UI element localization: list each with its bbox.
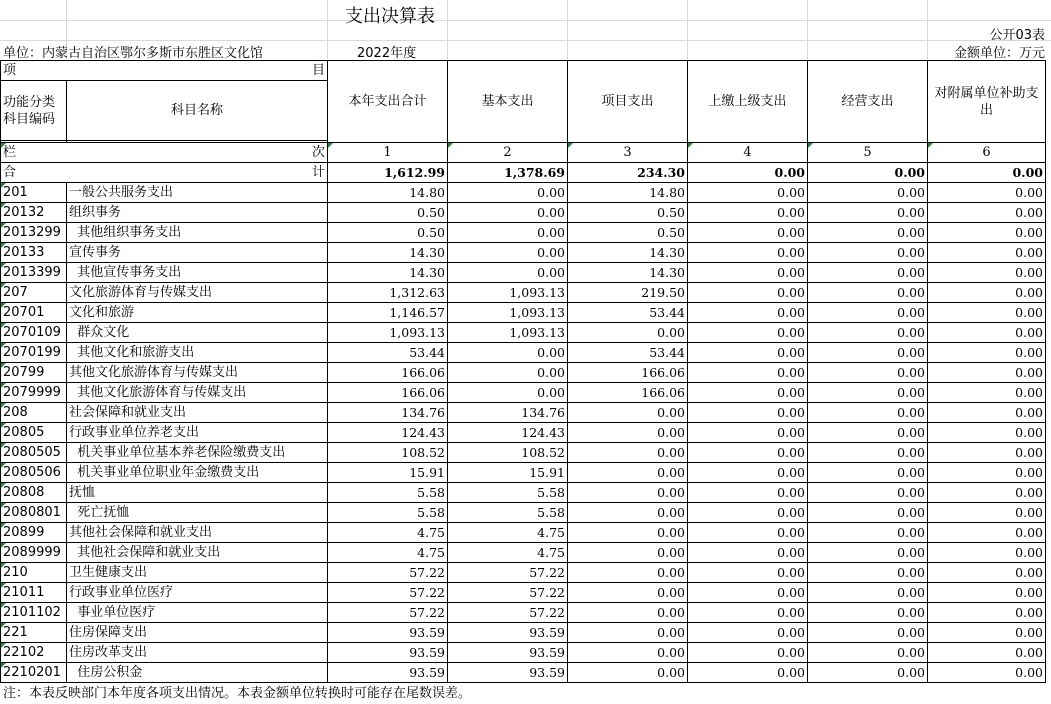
amount-cell[interactable]: 0.00 (688, 623, 808, 643)
amount-cell[interactable]: 0.00 (808, 603, 928, 623)
amount-cell[interactable]: 57.22 (448, 563, 568, 583)
amount-cell[interactable]: 0.00 (688, 483, 808, 503)
subject-code-cell[interactable]: 2013399 (1, 263, 67, 283)
subject-name-cell[interactable]: 其他社会保障和就业支出 (67, 543, 328, 563)
total-value-cell[interactable]: 234.30 (568, 163, 688, 183)
subject-name-cell[interactable]: 宣传事务 (67, 243, 328, 263)
amount-cell[interactable]: 0.00 (688, 243, 808, 263)
unit-label: 单位：内蒙古自治区鄂尔多斯市东胜区文化馆 (3, 46, 264, 61)
column-number[interactable]: 6 (928, 143, 1046, 163)
amount-cell[interactable]: 57.22 (448, 603, 568, 623)
amount-cell[interactable]: 0.00 (808, 463, 928, 483)
amount-cell[interactable]: 0.00 (568, 523, 688, 543)
total-value-cell[interactable]: 0.00 (688, 163, 808, 183)
amount-cell[interactable]: 14.30 (328, 263, 448, 283)
amount-cell[interactable]: 0.00 (928, 603, 1046, 623)
table-row (1, 483, 1046, 503)
amount-cell[interactable]: 93.59 (448, 663, 568, 683)
table-row (1, 403, 1046, 423)
table-row (1, 203, 1046, 223)
amount-cell[interactable]: 0.00 (928, 663, 1046, 683)
amount-cell[interactable]: 0.00 (928, 303, 1046, 323)
amount-cell[interactable]: 0.50 (568, 203, 688, 223)
total-left-label: 合 (3, 165, 17, 180)
amount-cell[interactable]: 57.22 (328, 583, 448, 603)
subject-code-cell[interactable]: 2089999 (1, 543, 67, 563)
amount-cell[interactable]: 0.00 (448, 243, 568, 263)
table-row (1, 323, 1046, 343)
column-number[interactable]: 1 (328, 143, 448, 163)
amount-cell[interactable]: 14.30 (328, 243, 448, 263)
expenditure-table (0, 60, 1046, 683)
amount-cell[interactable]: 0.00 (688, 443, 808, 463)
subject-name-cell[interactable]: 群众文化 (67, 323, 328, 343)
item-left-label: 项 (3, 63, 17, 78)
amount-cell[interactable]: 0.00 (928, 623, 1046, 643)
amount-cell[interactable]: 0.00 (808, 303, 928, 323)
amount-cell[interactable]: 14.30 (568, 263, 688, 283)
table-row (1, 263, 1046, 283)
amount-cell[interactable]: 0.00 (928, 183, 1046, 203)
table-row (1, 663, 1046, 683)
amount-cell[interactable]: 0.00 (688, 203, 808, 223)
amount-cell[interactable]: 166.06 (328, 363, 448, 383)
amount-cell[interactable]: 0.00 (568, 463, 688, 483)
amount-cell[interactable]: 53.44 (568, 303, 688, 323)
item-right-label: 目 (311, 63, 325, 78)
table-row (1, 563, 1046, 583)
amount-cell[interactable]: 0.50 (328, 223, 448, 243)
amount-cell[interactable]: 0.00 (688, 223, 808, 243)
table-row (1, 503, 1046, 523)
amount-cell[interactable]: 0.00 (928, 563, 1046, 583)
col-header-project[interactable]: 项目支出 (568, 61, 688, 143)
subject-name-cell[interactable]: 其他宣传事务支出 (67, 263, 328, 283)
amount-cell[interactable]: 0.00 (688, 283, 808, 303)
amount-cell[interactable]: 0.00 (688, 523, 808, 543)
table-row (1, 603, 1046, 623)
amount-cell[interactable]: 0.00 (808, 223, 928, 243)
amount-cell[interactable]: 93.59 (328, 663, 448, 683)
amount-cell[interactable]: 0.00 (568, 483, 688, 503)
amount-cell[interactable]: 0.00 (928, 403, 1046, 423)
amount-cell[interactable]: 4.75 (328, 523, 448, 543)
amount-cell[interactable]: 57.22 (448, 583, 568, 603)
subject-code-cell[interactable]: 2070109 (1, 323, 67, 343)
amount-cell[interactable]: 0.00 (808, 483, 928, 503)
amount-cell[interactable]: 0.00 (928, 543, 1046, 563)
amount-cell[interactable]: 0.00 (808, 503, 928, 523)
subject-name-cell[interactable]: 住房改革支出 (67, 643, 328, 663)
subject-code-cell[interactable]: 2013299 (1, 223, 67, 243)
amount-cell[interactable]: 14.80 (328, 183, 448, 203)
amount-cell[interactable]: 0.00 (688, 463, 808, 483)
subject-name-cell[interactable]: 一般公共服务支出 (67, 183, 328, 203)
table-row (1, 623, 1046, 643)
subject-code-cell[interactable]: 2101102 (1, 603, 67, 623)
amount-cell[interactable]: 57.22 (328, 563, 448, 583)
amount-cell[interactable]: 166.06 (328, 383, 448, 403)
table-row (1, 183, 1046, 203)
amount-cell[interactable]: 0.00 (808, 523, 928, 543)
amount-cell[interactable]: 0.00 (448, 383, 568, 403)
column-number[interactable]: 2 (448, 143, 568, 163)
table-row (1, 303, 1046, 323)
subject-name-cell[interactable]: 其他文化和旅游支出 (67, 343, 328, 363)
amount-cell[interactable]: 57.22 (328, 603, 448, 623)
amount-cell[interactable]: 166.06 (568, 363, 688, 383)
amount-cell[interactable]: 0.00 (928, 503, 1046, 523)
table-row (1, 543, 1046, 563)
col-header-total[interactable]: 本年支出合计 (328, 61, 448, 143)
subject-code-cell[interactable]: 207 (1, 283, 67, 303)
subject-name-cell[interactable]: 其他社会保障和就业支出 (67, 523, 328, 543)
amount-cell[interactable]: 0.00 (928, 423, 1046, 443)
amount-cell[interactable]: 0.00 (808, 623, 928, 643)
amount-cell[interactable]: 0.00 (568, 583, 688, 603)
amount-cell[interactable]: 0.00 (448, 203, 568, 223)
subject-name-cell[interactable]: 死亡抚恤 (67, 503, 328, 523)
amount-cell[interactable]: 5.58 (328, 503, 448, 523)
amount-cell[interactable]: 14.80 (568, 183, 688, 203)
subject-name-cell[interactable]: 机关事业单位职业年金缴费支出 (67, 463, 328, 483)
table-row (1, 523, 1046, 543)
subject-code-cell[interactable]: 21011 (1, 583, 67, 603)
amount-cell[interactable]: 108.52 (328, 443, 448, 463)
subject-code-cell[interactable]: 221 (1, 623, 67, 643)
subject-name-cell[interactable]: 卫生健康支出 (67, 563, 328, 583)
subject-name-cell[interactable]: 其他文化旅游体育与传媒支出 (67, 383, 328, 403)
amount-cell[interactable]: 0.00 (688, 183, 808, 203)
subject-name-cell[interactable]: 其他文化旅游体育与传媒支出 (67, 363, 328, 383)
subject-name-cell[interactable]: 文化旅游体育与传媒支出 (67, 283, 328, 303)
amount-cell[interactable]: 0.00 (808, 663, 928, 683)
amount-cell[interactable]: 0.00 (568, 563, 688, 583)
table-row (1, 343, 1046, 363)
code-header-cell[interactable]: 功能分类科目编码 (1, 81, 67, 141)
subject-code-cell[interactable]: 20799 (1, 363, 67, 383)
amount-cell[interactable]: 0.00 (688, 543, 808, 563)
amount-cell[interactable]: 0.00 (808, 383, 928, 403)
amount-cell[interactable]: 0.00 (928, 643, 1046, 663)
amount-cell[interactable]: 0.00 (688, 303, 808, 323)
col-header-remit-upper[interactable]: 上缴上级支出 (688, 61, 808, 143)
amount-cell[interactable]: 0.00 (808, 183, 928, 203)
table-row (1, 243, 1046, 263)
table-row (1, 283, 1046, 303)
amount-cell[interactable]: 0.00 (688, 263, 808, 283)
table-row (1, 363, 1046, 383)
subject-code-cell[interactable]: 210 (1, 563, 67, 583)
amount-cell[interactable]: 14.30 (568, 243, 688, 263)
table-row (1, 643, 1046, 663)
amount-cell[interactable]: 15.91 (448, 463, 568, 483)
total-value-cell[interactable]: 1,378.69 (448, 163, 568, 183)
amount-cell[interactable]: 53.44 (328, 343, 448, 363)
form-code: 公开03表 (989, 28, 1045, 43)
amount-cell[interactable]: 0.00 (688, 663, 808, 683)
amount-cell[interactable]: 0.00 (568, 543, 688, 563)
column-number-row (1, 143, 1046, 163)
amount-cell[interactable]: 166.06 (568, 383, 688, 403)
page-title: 支出决算表 (345, 6, 435, 27)
amount-cell[interactable]: 0.00 (568, 643, 688, 663)
amount-cell[interactable]: 0.00 (928, 443, 1046, 463)
amount-cell[interactable]: 0.00 (928, 323, 1046, 343)
column-number[interactable]: 5 (808, 143, 928, 163)
amount-cell[interactable]: 0.50 (328, 203, 448, 223)
subject-name-cell[interactable]: 社会保障和就业支出 (67, 403, 328, 423)
table-row (1, 583, 1046, 603)
amount-cell[interactable]: 0.00 (808, 343, 928, 363)
amount-cell[interactable]: 4.75 (448, 543, 568, 563)
amount-cell[interactable]: 0.00 (808, 203, 928, 223)
subject-name-cell[interactable]: 行政事业单位医疗 (67, 583, 328, 603)
subject-code-cell[interactable]: 2210201 (1, 663, 67, 683)
amount-cell[interactable]: 0.00 (808, 543, 928, 563)
amount-cell[interactable]: 5.58 (448, 503, 568, 523)
subject-name-cell[interactable]: 住房保障支出 (67, 623, 328, 643)
header-row-item (1, 61, 1046, 81)
amount-cell[interactable]: 0.00 (688, 363, 808, 383)
amount-cell[interactable]: 0.00 (808, 243, 928, 263)
table-row (1, 443, 1046, 463)
amount-cell[interactable]: 1,093.13 (448, 303, 568, 323)
amount-cell[interactable]: 1,312.63 (328, 283, 448, 303)
amount-cell[interactable]: 219.50 (568, 283, 688, 303)
amount-cell[interactable]: 0.00 (448, 183, 568, 203)
amount-unit: 金额单位：万元 (953, 46, 1045, 61)
amount-cell[interactable]: 4.75 (448, 523, 568, 543)
amount-cell[interactable]: 0.00 (928, 523, 1046, 543)
amount-cell[interactable]: 0.50 (568, 223, 688, 243)
amount-cell[interactable]: 93.59 (448, 643, 568, 663)
amount-cell[interactable]: 0.00 (928, 223, 1046, 243)
subject-code-cell[interactable]: 2080505 (1, 443, 67, 463)
name-header-cell[interactable]: 科目名称 (67, 81, 328, 141)
subject-code-cell[interactable]: 2070199 (1, 343, 67, 363)
amount-cell[interactable]: 0.00 (688, 603, 808, 623)
total-value-cell[interactable]: 1,612.99 (328, 163, 448, 183)
subject-code-cell[interactable]: 20808 (1, 483, 67, 503)
amount-cell[interactable]: 0.00 (928, 583, 1046, 603)
table-row (1, 383, 1046, 403)
subject-code-cell[interactable]: 2080801 (1, 503, 67, 523)
amount-cell[interactable]: 0.00 (688, 583, 808, 603)
amount-cell[interactable]: 93.59 (328, 623, 448, 643)
col-header-basic[interactable]: 基本支出 (448, 61, 568, 143)
amount-cell[interactable]: 0.00 (568, 423, 688, 443)
subject-code-cell[interactable]: 20133 (1, 243, 67, 263)
amount-cell[interactable]: 124.43 (328, 423, 448, 443)
column-number[interactable]: 3 (568, 143, 688, 163)
amount-cell[interactable]: 0.00 (448, 363, 568, 383)
amount-cell[interactable]: 0.00 (568, 603, 688, 623)
amount-cell[interactable]: 0.00 (568, 663, 688, 683)
amount-cell[interactable]: 93.59 (328, 643, 448, 663)
amount-cell[interactable]: 108.52 (448, 443, 568, 463)
subject-code-cell[interactable]: 20132 (1, 203, 67, 223)
amount-cell[interactable]: 0.00 (928, 283, 1046, 303)
subject-name-cell[interactable]: 住房公积金 (67, 663, 328, 683)
subject-code-cell[interactable]: 22102 (1, 643, 67, 663)
amount-cell[interactable]: 4.75 (328, 543, 448, 563)
amount-cell[interactable]: 5.58 (448, 483, 568, 503)
amount-cell[interactable]: 0.00 (808, 363, 928, 383)
amount-cell[interactable]: 0.00 (928, 243, 1046, 263)
amount-cell[interactable]: 0.00 (688, 503, 808, 523)
subject-name-cell[interactable]: 行政事业单位养老支出 (67, 423, 328, 443)
subject-name-cell[interactable]: 机关事业单位基本养老保险缴费支出 (67, 443, 328, 463)
amount-cell[interactable]: 0.00 (688, 423, 808, 443)
lan-ci-cell[interactable] (1, 143, 328, 163)
subject-name-cell[interactable]: 其他组织事务支出 (67, 223, 328, 243)
amount-cell[interactable]: 93.59 (448, 623, 568, 643)
amount-cell[interactable]: 0.00 (808, 283, 928, 303)
amount-cell[interactable]: 0.00 (808, 563, 928, 583)
subject-name-cell[interactable]: 文化和旅游 (67, 303, 328, 323)
amount-cell[interactable]: 0.00 (808, 323, 928, 343)
amount-cell[interactable]: 0.00 (808, 263, 928, 283)
subject-code-cell[interactable]: 2080506 (1, 463, 67, 483)
subject-code-cell[interactable]: 201 (1, 183, 67, 203)
amount-cell[interactable]: 134.76 (448, 403, 568, 423)
amount-cell[interactable]: 0.00 (688, 383, 808, 403)
amount-cell[interactable]: 0.00 (688, 563, 808, 583)
col-header-subsidy[interactable]: 对附属单位补助支出 (928, 61, 1046, 143)
amount-cell[interactable]: 0.00 (568, 323, 688, 343)
total-right-label: 计 (311, 165, 325, 180)
fiscal-year: 2022年度 (357, 46, 417, 61)
amount-cell[interactable]: 0.00 (928, 203, 1046, 223)
table-row (1, 223, 1046, 243)
amount-cell[interactable]: 1,093.13 (448, 323, 568, 343)
subject-code-cell[interactable]: 20805 (1, 423, 67, 443)
amount-cell[interactable]: 0.00 (928, 363, 1046, 383)
amount-cell[interactable]: 0.00 (808, 403, 928, 423)
total-value-cell[interactable]: 0.00 (808, 163, 928, 183)
amount-cell[interactable]: 1,146.57 (328, 303, 448, 323)
amount-cell[interactable]: 0.00 (448, 343, 568, 363)
amount-cell[interactable]: 0.00 (928, 343, 1046, 363)
amount-cell[interactable]: 0.00 (688, 643, 808, 663)
amount-cell[interactable]: 0.00 (568, 403, 688, 423)
total-label-cell[interactable] (1, 163, 328, 183)
ci-label: 次 (311, 145, 325, 160)
subject-name-cell[interactable]: 组织事务 (67, 203, 328, 223)
amount-cell[interactable]: 0.00 (928, 263, 1046, 283)
amount-cell[interactable]: 0.00 (808, 443, 928, 463)
col-header-operating[interactable]: 经营支出 (808, 61, 928, 143)
total-row (1, 163, 1046, 183)
table-row (1, 463, 1046, 483)
amount-cell[interactable]: 0.00 (568, 503, 688, 523)
amount-cell[interactable]: 0.00 (808, 643, 928, 663)
amount-cell[interactable]: 0.00 (688, 343, 808, 363)
amount-cell[interactable]: 15.91 (328, 463, 448, 483)
subject-code-cell[interactable]: 208 (1, 403, 67, 423)
amount-cell[interactable]: 134.76 (328, 403, 448, 423)
amount-cell[interactable]: 0.00 (568, 443, 688, 463)
total-value-cell[interactable]: 0.00 (928, 163, 1046, 183)
amount-cell[interactable]: 0.00 (688, 323, 808, 343)
amount-cell[interactable]: 0.00 (688, 403, 808, 423)
amount-cell[interactable]: 1,093.13 (328, 323, 448, 343)
footnote: 注：本表反映部门本年度各项支出情况。本表金额单位转换时可能存在尾数误差。 (3, 686, 472, 701)
subject-code-cell[interactable]: 20899 (1, 523, 67, 543)
column-number[interactable]: 4 (688, 143, 808, 163)
lan-label: 栏 (3, 145, 17, 160)
amount-cell[interactable]: 0.00 (568, 623, 688, 643)
amount-cell[interactable]: 0.00 (928, 483, 1046, 503)
amount-cell[interactable]: 0.00 (808, 423, 928, 443)
amount-cell[interactable]: 0.00 (808, 583, 928, 603)
amount-cell[interactable]: 53.44 (568, 343, 688, 363)
amount-cell[interactable]: 1,093.13 (448, 283, 568, 303)
amount-cell[interactable]: 124.43 (448, 423, 568, 443)
item-header-cell[interactable] (1, 61, 328, 81)
amount-cell[interactable]: 5.58 (328, 483, 448, 503)
subject-name-cell[interactable]: 事业单位医疗 (67, 603, 328, 623)
amount-cell[interactable]: 0.00 (448, 263, 568, 283)
subject-name-cell[interactable]: 抚恤 (67, 483, 328, 503)
amount-cell[interactable]: 0.00 (448, 223, 568, 243)
subject-code-cell[interactable]: 20701 (1, 303, 67, 323)
amount-cell[interactable]: 0.00 (928, 463, 1046, 483)
table-row (1, 423, 1046, 443)
amount-cell[interactable]: 0.00 (928, 383, 1046, 403)
subject-code-cell[interactable]: 2079999 (1, 383, 67, 403)
